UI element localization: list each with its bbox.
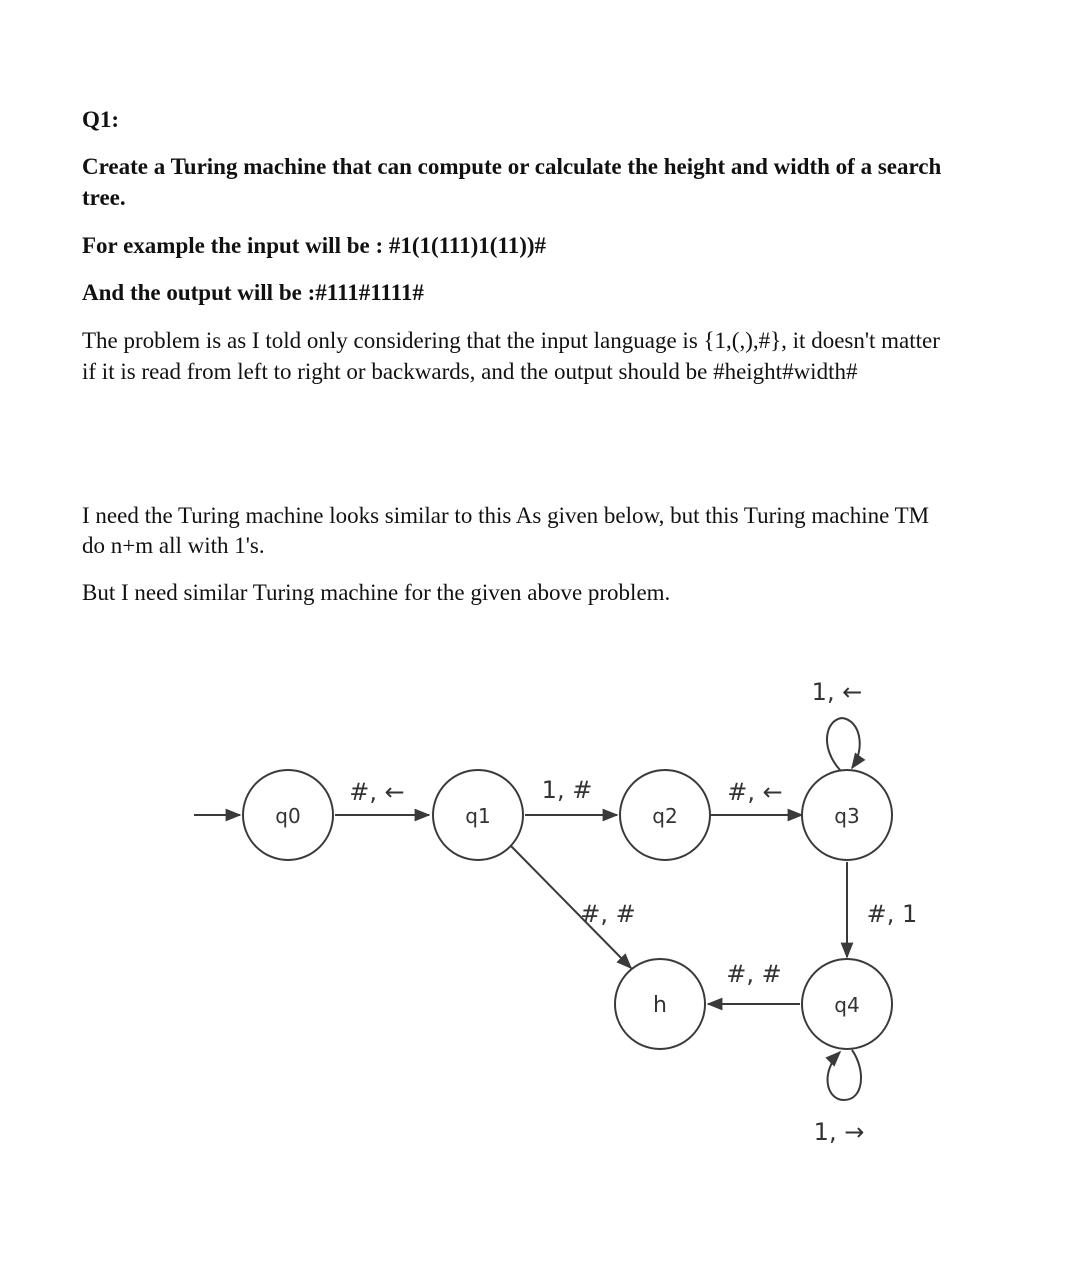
label-q3-q4: #, 1 <box>866 900 918 928</box>
state-q2-label: q2 <box>652 804 678 828</box>
label-q1-h: #, # <box>580 900 636 928</box>
state-q0 <box>243 770 333 860</box>
label-q3-loop: 1, ← <box>811 678 863 706</box>
loop-q3 <box>827 718 860 770</box>
problem-line-2: if it is read from left to right or backwards, and the output should be #height#width# <box>82 359 858 384</box>
task-line-2: tree. <box>82 185 126 210</box>
need-line-2: do n+m all with 1's. <box>82 533 265 558</box>
example-output: And the output will be :#111#1111# <box>82 280 424 305</box>
loop-q4 <box>828 1050 862 1100</box>
state-q1 <box>433 770 523 860</box>
example-input: For example the input will be : #1(1(111)1(11))# <box>82 233 547 258</box>
state-q3-label: q3 <box>834 804 860 828</box>
state-q2 <box>620 770 710 860</box>
problem-line-1: The problem is as I told only considering that the input language is {1,(,),#}, it doesn't matter <box>82 328 940 353</box>
label-q2-q3: #, ← <box>727 778 783 806</box>
state-q1-label: q1 <box>465 804 491 828</box>
need-line-1: I need the Turing machine looks similar to this As given below, but this Turing machine TM <box>82 503 930 528</box>
similar-line: But I need similar Turing machine for the given above problem. <box>82 580 671 605</box>
state-q4 <box>802 959 892 1049</box>
state-q4-label: q4 <box>834 993 860 1017</box>
state-h-label: h <box>653 993 667 1018</box>
label-q4-loop: 1, → <box>813 1118 865 1146</box>
label-q0-q1: #, ← <box>349 778 405 806</box>
state-h <box>615 959 705 1049</box>
label-q4-h: #, # <box>726 960 782 988</box>
turing-machine-diagram <box>180 660 918 1160</box>
state-q3 <box>802 770 892 860</box>
state-q0-label: q0 <box>275 804 301 828</box>
label-q1-q2: 1, # <box>541 776 593 804</box>
question-heading: Q1: <box>82 107 120 132</box>
task-line-1: Create a Turing machine that can compute or calculate the height and width of a search <box>82 154 942 179</box>
